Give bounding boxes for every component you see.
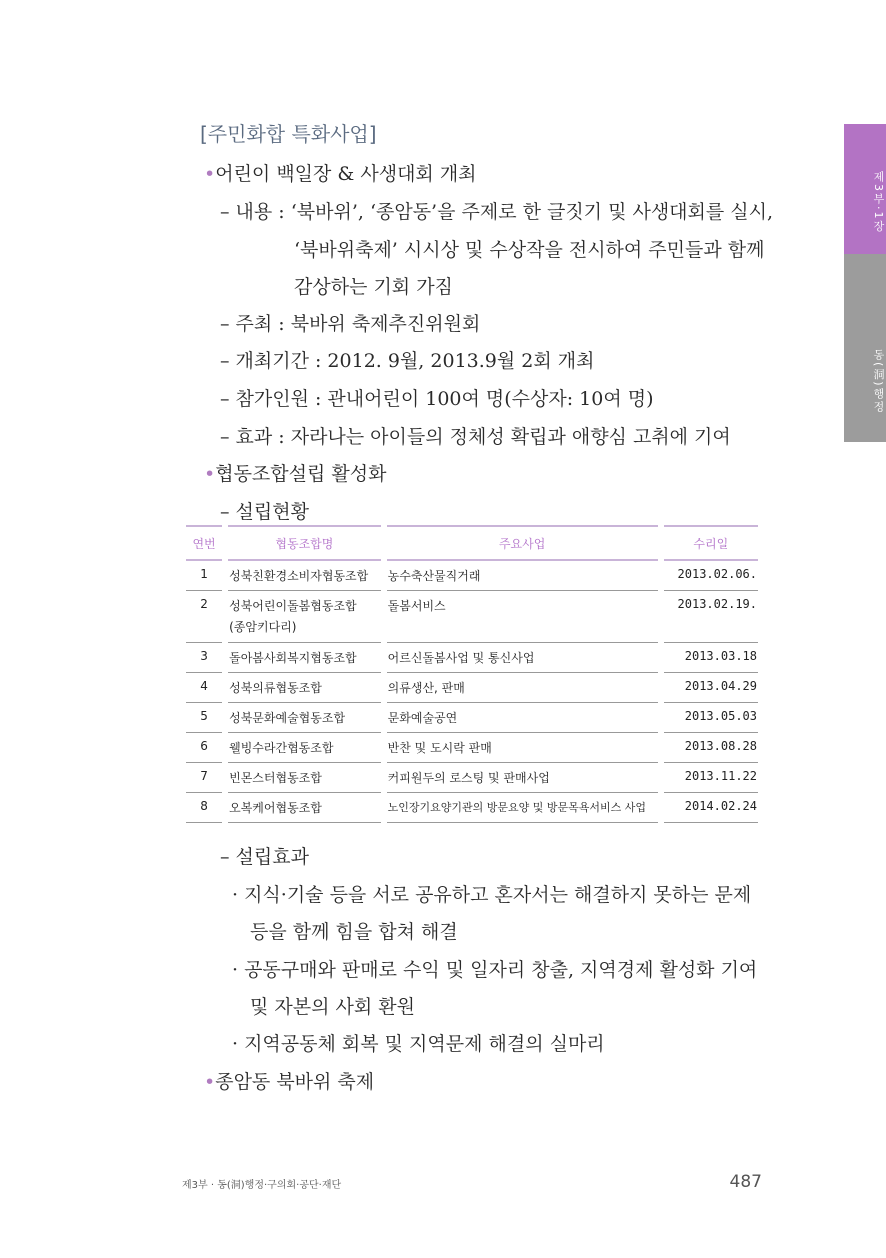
row-business: 농수축산물직거래 xyxy=(387,561,658,591)
table-row xyxy=(186,733,758,763)
item1-content-line3: 감상하는 기회 가짐 xyxy=(294,276,453,298)
table-header-row xyxy=(186,525,758,561)
item1-participants: – 참가인원 : 관내어린이 100여 명(수상자: 10여 명) xyxy=(220,388,654,410)
item2-heading xyxy=(204,459,386,486)
row-name: 오복케어협동조합 xyxy=(228,793,381,823)
bullet-icon: • xyxy=(204,1071,216,1093)
row-business: 돌봄서비스 xyxy=(387,591,658,643)
item2-title: 협동조합설립 활성화 xyxy=(215,463,387,485)
status-label: – 설립현황 xyxy=(220,501,309,523)
row-name: 웰빙수라간협동조합 xyxy=(228,733,381,763)
item1-period: – 개최기간 : 2012. 9월, 2013.9월 2회 개최 xyxy=(220,350,595,372)
row-business: 노인장기요양기관의 방문요양 및 방문목욕서비스 사업 xyxy=(387,793,658,823)
effect-3: · 지역공동체 회복 및 지역문제 해결의 실마리 xyxy=(232,1033,605,1055)
row-name-line1: 성북어린이돌봄협동조합 xyxy=(229,599,357,613)
table-row xyxy=(186,643,758,673)
row-name: 돌아봄사회복지협동조합 xyxy=(228,643,381,673)
row-date: 2013.05.03 xyxy=(664,703,758,733)
row-no: 2 xyxy=(186,591,222,643)
item1-title: 어린이 백일장 & 사생대회 개최 xyxy=(215,163,477,185)
row-business: 어르신돌봄사업 및 통신사업 xyxy=(387,643,658,673)
row-date: 2013.03.18 xyxy=(664,643,758,673)
row-date: 2013.11.22 xyxy=(664,763,758,793)
col-header-date: 수리일 xyxy=(664,525,758,561)
row-date: 2013.02.19. xyxy=(664,591,758,643)
effect-1-line2: 등을 함께 힘을 합쳐 해결 xyxy=(250,921,458,943)
table-row xyxy=(186,561,758,591)
row-business: 문화예술공연 xyxy=(387,703,658,733)
row-date: 2013.02.06. xyxy=(664,561,758,591)
row-name-line2: (종암키다리) xyxy=(229,620,297,634)
row-no: 5 xyxy=(186,703,222,733)
chapter-tab: 제3부·1장 xyxy=(844,124,886,254)
section-title: [주민화합 특화사업] xyxy=(200,122,377,146)
table-row xyxy=(186,793,758,823)
table-row xyxy=(186,591,758,643)
item3-title: 종암동 북바위 축제 xyxy=(215,1071,375,1093)
row-no: 1 xyxy=(186,561,222,591)
page-number: 487 xyxy=(729,1172,762,1192)
bullet-icon: • xyxy=(204,163,216,185)
row-name xyxy=(228,591,381,643)
table-row xyxy=(186,763,758,793)
row-business: 의류생산, 판매 xyxy=(387,673,658,703)
effect-2-line2: 및 자본의 사회 환원 xyxy=(250,996,415,1018)
row-name: 빈몬스터협동조합 xyxy=(228,763,381,793)
row-business: 반찬 및 도시락 판매 xyxy=(387,733,658,763)
row-no: 7 xyxy=(186,763,222,793)
item1-content-line2: ‘북바위축제’ 시시상 및 수상작을 전시하여 주민들과 함께 xyxy=(294,239,765,261)
row-no: 4 xyxy=(186,673,222,703)
row-date: 2013.04.29 xyxy=(664,673,758,703)
item1-heading xyxy=(204,159,477,186)
effect-1-line1: · 지식·기술 등을 서로 공유하고 혼자서는 해결하지 못하는 문제 xyxy=(232,884,752,906)
row-no: 6 xyxy=(186,733,222,763)
col-header-name: 협동조합명 xyxy=(228,525,381,561)
item1-host: – 주최 : 북바위 축제추진위원회 xyxy=(220,313,481,335)
row-date: 2013.08.28 xyxy=(664,733,758,763)
item1-content-line1: – 내용 : ‘북바위’, ‘종암동’을 주제로 한 글짓기 및 사생대회를 실시, xyxy=(220,201,774,223)
col-header-business: 주요사업 xyxy=(387,525,658,561)
footer-text: 제3부 · 동(洞)행정·구의회·공단·재단 xyxy=(182,1180,342,1191)
section-tab: 동(洞)행정 xyxy=(844,254,886,442)
effect-label: – 설립효과 xyxy=(220,846,309,868)
col-header-no: 연번 xyxy=(186,525,222,561)
bullet-icon: • xyxy=(204,463,216,485)
effect-2-line1: · 공동구매와 판매로 수익 및 일자리 창출, 지역경제 활성화 기여 xyxy=(232,959,758,981)
row-business: 커피원두의 로스팅 및 판매사업 xyxy=(387,763,658,793)
row-name: 성북의류협동조합 xyxy=(228,673,381,703)
item1-effect: – 효과 : 자라나는 아이들의 정체성 확립과 애향심 고취에 기여 xyxy=(220,426,731,448)
cooperative-table xyxy=(180,525,764,823)
item3-heading xyxy=(204,1067,374,1094)
row-date: 2014.02.24 xyxy=(664,793,758,823)
row-no: 3 xyxy=(186,643,222,673)
row-no: 8 xyxy=(186,793,222,823)
row-name: 성북문화예술협동조합 xyxy=(228,703,381,733)
row-name: 성북친환경소비자협동조합 xyxy=(228,561,381,591)
table-row xyxy=(186,673,758,703)
table-row xyxy=(186,703,758,733)
